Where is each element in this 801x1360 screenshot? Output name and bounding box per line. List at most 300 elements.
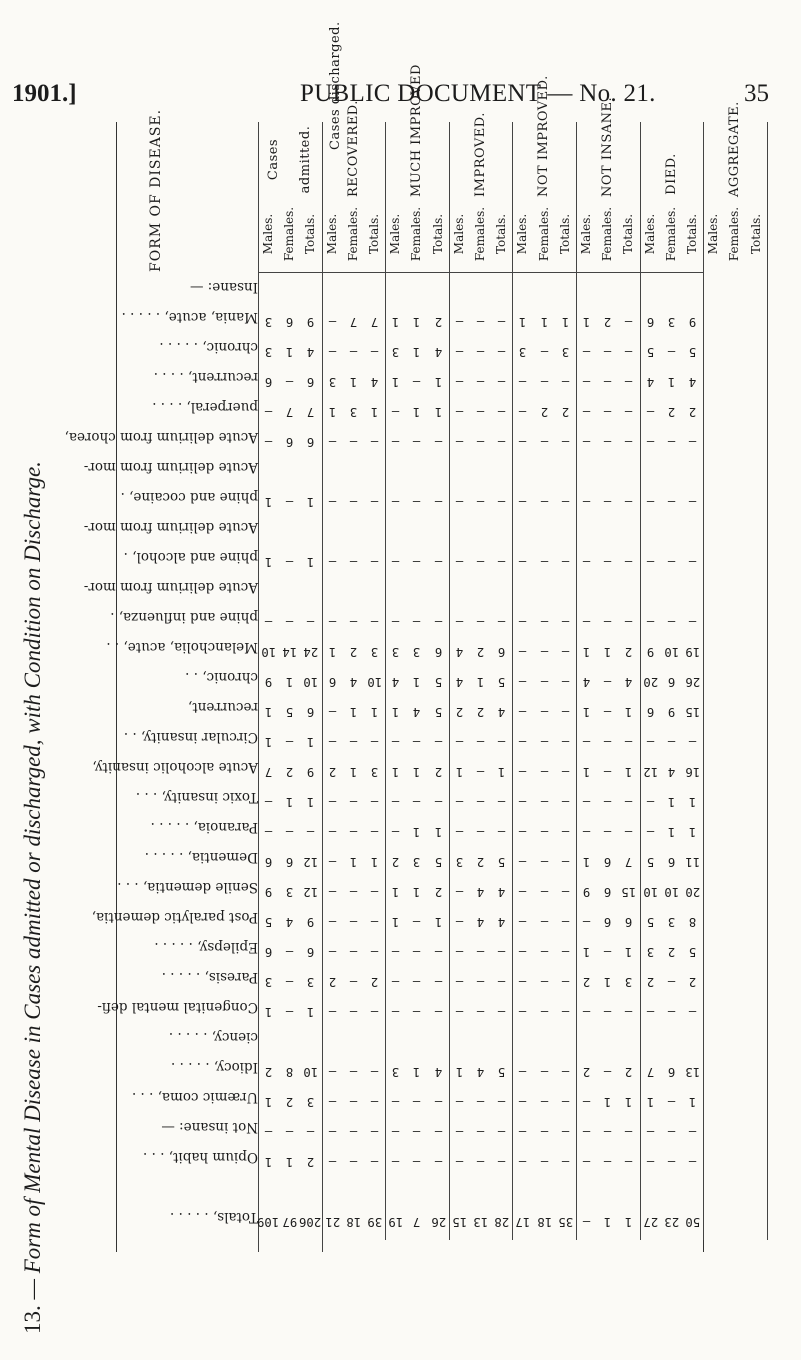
data-cell: 3 (264, 345, 273, 359)
totals-cell: 97 (282, 1215, 298, 1229)
data-cell: — (455, 915, 464, 929)
data-cell: 2 (582, 1065, 591, 1079)
data-cell: — (582, 915, 591, 929)
data-cell: 2 (455, 705, 464, 719)
totals-cell: 18 (345, 1215, 361, 1229)
disease-label: Opium habit, . . . (143, 1149, 258, 1165)
data-cell: 2 (370, 975, 379, 989)
data-cell: 1 (582, 855, 591, 869)
data-cell: — (540, 645, 548, 659)
data-cell: 1 (307, 735, 315, 749)
data-cell: — (434, 1095, 442, 1109)
data-cell: — (455, 555, 464, 569)
data-cell: — (582, 435, 591, 449)
data-cell: — (498, 1125, 506, 1139)
data-cell: 2 (667, 405, 676, 419)
data-cell: 2 (328, 765, 336, 779)
data-cell: 1 (646, 1095, 654, 1109)
data-cell: — (498, 405, 506, 419)
data-cell: — (540, 795, 548, 809)
data-cell: — (498, 1005, 506, 1019)
data-cell: — (328, 495, 336, 509)
col-header-6-2: Totals. (685, 213, 699, 255)
data-cell: — (328, 435, 336, 449)
data-cell: — (625, 375, 633, 389)
data-cell: — (370, 1065, 379, 1079)
disease-label: chronic, . . . . . (159, 339, 258, 355)
data-cell: — (519, 1095, 527, 1109)
data-cell: 3 (286, 885, 294, 899)
data-cell: — (498, 435, 506, 449)
disease-label: ciency, . . . . . (168, 1029, 258, 1045)
data-cell: — (540, 1125, 548, 1139)
data-cell: 6 (434, 645, 442, 659)
data-cell: — (667, 345, 676, 359)
data-cell: — (604, 705, 612, 719)
data-cell: — (476, 1155, 485, 1169)
data-cell: — (349, 1095, 358, 1109)
data-cell: 1 (370, 855, 379, 869)
data-cell: — (625, 735, 633, 749)
data-cell: 3 (264, 975, 273, 989)
disease-label: Totals, . . . . . (169, 1209, 258, 1225)
data-cell: 5 (646, 915, 654, 929)
group-heading-1: RECOVERED. (345, 100, 361, 197)
data-cell: — (328, 315, 336, 329)
data-cell: 1 (604, 1095, 612, 1109)
disease-label: recurrent, . . . . (153, 369, 258, 385)
data-cell: — (392, 735, 400, 749)
data-cell: — (286, 1005, 294, 1019)
data-cell: 2 (434, 885, 442, 899)
data-cell: — (540, 855, 548, 869)
data-cell: 20 (642, 675, 658, 689)
col-header-6-1: Females. (663, 206, 678, 262)
data-cell: — (455, 1125, 464, 1139)
data-cell: — (688, 435, 697, 449)
disease-label: Congenital mental defi- (97, 999, 258, 1015)
col-header-1-0: Males. (324, 213, 339, 255)
col-header-2-2: Totals. (430, 213, 445, 255)
data-cell: 1 (519, 315, 527, 329)
data-cell: — (646, 735, 654, 749)
data-cell: 6 (604, 915, 612, 929)
data-cell: 3 (392, 645, 400, 659)
data-cell: — (328, 345, 336, 359)
data-cell: — (434, 735, 442, 749)
data-cell: — (476, 735, 485, 749)
data-cell: — (476, 1005, 485, 1019)
data-cell: — (370, 915, 379, 929)
header-title: PUBLIC DOCUMENT — No. 21. (300, 80, 656, 107)
disease-label: Epilepsy, . . . . . (154, 939, 258, 955)
data-cell: 6 (307, 435, 315, 449)
data-cell: — (540, 975, 548, 989)
data-cell: — (667, 735, 676, 749)
data-cell: — (625, 345, 633, 359)
data-cell: — (540, 615, 548, 629)
totals-cell: 15 (451, 1215, 467, 1229)
data-cell: 9 (667, 705, 676, 719)
data-cell: — (286, 825, 294, 839)
data-cell: — (582, 615, 591, 629)
data-cell: 6 (328, 675, 336, 689)
data-cell: — (688, 615, 697, 629)
data-cell: 1 (434, 825, 442, 839)
data-cell: — (455, 615, 464, 629)
data-cell: — (413, 1095, 421, 1109)
data-cell: 7 (370, 315, 379, 329)
data-cell: — (519, 975, 527, 989)
data-cell: — (561, 915, 570, 929)
col-header-4-0: Males. (515, 213, 530, 255)
data-cell: 3 (392, 1065, 400, 1079)
data-cell: 6 (646, 705, 654, 719)
data-cell: — (604, 1005, 612, 1019)
totals-cell: 206 (299, 1215, 322, 1229)
data-cell: — (328, 1005, 336, 1019)
data-cell: — (476, 975, 485, 989)
disease-label: Toxic insanity, . . . (135, 789, 258, 805)
data-cell: — (604, 1125, 612, 1139)
data-cell: 1 (307, 1005, 315, 1019)
disease-label: Circular insanity, . . (123, 729, 258, 745)
data-cell: — (413, 1125, 421, 1139)
data-cell: 1 (264, 1095, 273, 1109)
data-cell: — (370, 435, 379, 449)
data-cell: — (286, 1125, 294, 1139)
data-cell: — (498, 735, 506, 749)
data-cell: — (498, 795, 506, 809)
data-cell: — (646, 825, 654, 839)
data-cell: 6 (625, 915, 633, 929)
totals-cell: 1 (604, 1215, 612, 1229)
data-cell: — (582, 735, 591, 749)
data-cell: — (667, 1005, 676, 1019)
data-cell: — (476, 495, 485, 509)
data-cell: — (392, 1155, 400, 1169)
data-cell: — (392, 795, 400, 809)
data-cell: 6 (286, 435, 294, 449)
caption-text: — Form of Mental Disease in Cases admitted or discharged, with Condition on Discharge. (20, 461, 45, 1300)
data-cell: — (604, 1155, 612, 1169)
data-cell: — (561, 1095, 570, 1109)
col-header-0-1: Females. (282, 206, 297, 262)
caption-number: 13. (20, 1305, 45, 1334)
data-cell: — (413, 375, 421, 389)
data-cell: 6 (667, 855, 676, 869)
data-cell: — (604, 795, 612, 809)
data-cell: — (667, 615, 676, 629)
data-cell: 14 (282, 645, 298, 659)
group-heading-3: IMPROVED. (472, 112, 488, 197)
data-cell: — (370, 555, 379, 569)
disease-label: Acute delirium from mor- (83, 459, 258, 475)
data-cell: — (519, 1005, 527, 1019)
data-cell: — (307, 825, 315, 839)
data-cell: — (519, 885, 527, 899)
data-cell: 1 (392, 885, 400, 899)
data-cell: 1 (582, 315, 591, 329)
data-cell: 12 (303, 855, 319, 869)
data-cell: 2 (625, 1065, 633, 1079)
data-cell: 4 (476, 915, 485, 929)
data-cell: 5 (498, 675, 506, 689)
data-cell: — (582, 495, 591, 509)
data-cell: — (604, 495, 612, 509)
data-cell: — (264, 1125, 273, 1139)
data-cell: — (625, 315, 633, 329)
data-cell: — (286, 735, 294, 749)
data-cell: 1 (392, 915, 400, 929)
data-cell: — (392, 435, 400, 449)
data-cell: — (413, 615, 421, 629)
data-cell: — (413, 435, 421, 449)
data-cell: — (561, 795, 570, 809)
data-cell: — (328, 615, 336, 629)
data-cell: 1 (307, 555, 315, 569)
group-heading-6: DIED. (663, 153, 679, 195)
data-cell: — (667, 1155, 676, 1169)
data-cell: — (434, 435, 442, 449)
data-cell: 4 (434, 345, 442, 359)
data-cell: 6 (264, 375, 273, 389)
data-cell: 6 (264, 945, 273, 959)
data-cell: — (370, 945, 379, 959)
col-header-1-2: Totals. (367, 213, 381, 255)
data-cell: 6 (307, 375, 315, 389)
totals-cell: 28 (494, 1215, 510, 1229)
data-cell: — (561, 855, 570, 869)
data-cell: — (370, 795, 379, 809)
data-cell: — (625, 495, 633, 509)
data-cell: 3 (667, 915, 676, 929)
data-cell: 7 (307, 405, 315, 419)
data-cell: 1 (540, 315, 548, 329)
col-header-1-1: Females. (345, 206, 360, 262)
data-cell: 1 (349, 705, 358, 719)
data-cell: — (349, 495, 358, 509)
data-cell: — (349, 1065, 358, 1079)
data-cell: 6 (667, 1065, 676, 1079)
totals-cell: 18 (536, 1215, 552, 1229)
data-cell: — (582, 555, 591, 569)
data-cell: — (582, 405, 591, 419)
data-cell: — (688, 735, 697, 749)
form-heading: FORM OF DISEASE. (148, 108, 164, 272)
data-cell: 3 (307, 1095, 315, 1109)
col-header-6-0: Males. (642, 213, 657, 255)
data-cell: 9 (582, 885, 591, 899)
data-cell: 1 (413, 405, 421, 419)
data-cell: — (392, 1125, 400, 1139)
data-cell: — (349, 795, 358, 809)
data-cell: 1 (264, 735, 273, 749)
group-heading-7: AGGREGATE. (727, 101, 743, 197)
data-cell: 7 (625, 855, 633, 869)
data-cell: — (349, 825, 358, 839)
col-header-4-1: Females. (536, 206, 551, 262)
disease-label: phine and cocaine, . (120, 489, 258, 505)
data-cell: — (561, 975, 570, 989)
data-cell: — (519, 435, 527, 449)
data-cell: — (540, 495, 548, 509)
data-cell: — (434, 1125, 442, 1139)
col-header-3-2: Totals. (494, 213, 509, 255)
data-cell: 3 (561, 345, 570, 359)
data-cell: 1 (349, 765, 358, 779)
data-cell: — (540, 735, 548, 749)
disease-label: Insane: — (189, 279, 258, 295)
data-cell: 4 (455, 645, 464, 659)
data-cell: — (498, 315, 506, 329)
data-cell: 2 (667, 945, 676, 959)
group-heading-2: MUCH IMPROVED (409, 64, 425, 197)
data-cell: 1 (328, 405, 336, 419)
data-cell: 3 (264, 315, 273, 329)
data-cell: — (370, 885, 379, 899)
data-cell: 10 (261, 645, 276, 659)
data-cell: — (370, 345, 379, 359)
data-cell: — (561, 945, 570, 959)
data-cell: 5 (434, 675, 442, 689)
data-cell: 1 (667, 795, 676, 809)
data-cell: — (540, 1065, 548, 1079)
data-cell: 3 (646, 945, 654, 959)
data-cell: 1 (413, 765, 421, 779)
data-cell: 1 (286, 675, 294, 689)
data-cell: — (328, 1095, 336, 1109)
data-cell: 6 (667, 675, 676, 689)
data-cell: — (667, 1095, 676, 1109)
data-cell: 9 (646, 645, 654, 659)
data-cell: — (476, 375, 485, 389)
data-cell: 1 (667, 375, 676, 389)
totals-cell: 39 (367, 1215, 382, 1229)
disease-label: puerperal, . . . . (152, 399, 258, 415)
disease-label: Senile dementia, . . . (117, 879, 258, 895)
data-cell: 1 (625, 945, 633, 959)
data-cell: 4 (498, 885, 506, 899)
data-cell: — (264, 825, 273, 839)
data-cell: — (519, 825, 527, 839)
data-cell: 4 (646, 375, 654, 389)
data-cell: — (413, 1005, 421, 1019)
data-cell: 6 (604, 885, 612, 899)
totals-cell: 26 (430, 1215, 446, 1229)
data-cell: 1 (582, 945, 591, 959)
data-cell: — (519, 1065, 527, 1079)
data-cell: 1 (455, 1065, 464, 1079)
data-cell: — (307, 1125, 315, 1139)
data-cell: 4 (498, 705, 506, 719)
data-cell: — (328, 855, 336, 869)
data-cell: — (370, 1155, 379, 1169)
data-cell: — (519, 375, 527, 389)
data-cell: — (349, 1125, 358, 1139)
totals-cell: 1 (625, 1215, 633, 1229)
data-cell: — (413, 1155, 421, 1169)
data-cell: — (498, 615, 506, 629)
data-cell: — (392, 495, 400, 509)
totals-cell: 35 (557, 1215, 573, 1229)
disease-label: Acute delirium from mor- (83, 579, 258, 595)
data-cell: 4 (455, 675, 464, 689)
data-cell: — (519, 1155, 527, 1169)
data-cell: — (646, 1005, 654, 1019)
data-cell: — (476, 795, 485, 809)
data-cell: — (540, 435, 548, 449)
data-cell: 1 (413, 315, 421, 329)
data-cell: — (349, 615, 358, 629)
data-cell: 1 (392, 705, 400, 719)
data-cell: — (349, 885, 358, 899)
data-cell: — (455, 945, 464, 959)
data-cell: — (561, 615, 570, 629)
data-cell: — (476, 945, 485, 959)
data-cell: 7 (646, 1065, 654, 1079)
data-cell: — (561, 675, 570, 689)
data-cell: 4 (667, 765, 676, 779)
data-cell: — (540, 915, 548, 929)
data-cell: — (349, 975, 358, 989)
data-cell: 6 (286, 855, 294, 869)
data-cell: 6 (307, 945, 315, 959)
data-cell: — (476, 825, 485, 839)
data-cell: 4 (392, 675, 400, 689)
data-cell: 24 (303, 645, 319, 659)
data-cell: — (349, 1005, 358, 1019)
data-cell: — (625, 615, 633, 629)
data-cell: — (328, 1125, 336, 1139)
data-cell: 1 (392, 315, 400, 329)
data-cell: 1 (392, 765, 400, 779)
data-cell: — (625, 825, 633, 839)
totals-cell: 21 (324, 1215, 340, 1229)
data-cell: — (519, 1125, 527, 1139)
data-cell: 10 (663, 645, 679, 659)
data-cell: 4 (582, 675, 591, 689)
disease-label: phine and influenza, . (110, 609, 258, 625)
data-cell: — (286, 945, 294, 959)
data-cell: — (455, 795, 464, 809)
data-cell: — (582, 1125, 591, 1139)
data-cell: — (413, 555, 421, 569)
disease-label: Uræmic coma, . . . (131, 1089, 258, 1105)
data-cell: — (455, 1095, 464, 1109)
disease-label: Acute delirium from mor- (83, 519, 258, 535)
data-cell: 3 (413, 855, 421, 869)
data-cell: 7 (264, 765, 273, 779)
data-cell: 1 (349, 855, 358, 869)
data-cell: — (476, 555, 485, 569)
data-cell: — (476, 1095, 485, 1109)
data-cell: — (370, 1125, 379, 1139)
data-cell: — (604, 735, 612, 749)
rule-group-7 (767, 122, 768, 1240)
data-cell: 1 (328, 645, 336, 659)
data-cell: — (413, 735, 421, 749)
totals-cell: 23 (663, 1215, 679, 1229)
data-cell: 12 (642, 765, 658, 779)
data-cell: — (370, 615, 379, 629)
data-cell: — (392, 405, 400, 419)
data-cell: 1 (286, 795, 294, 809)
data-cell: 2 (286, 1095, 294, 1109)
data-cell: — (455, 375, 464, 389)
data-cell: — (604, 555, 612, 569)
data-cell: 1 (307, 795, 315, 809)
